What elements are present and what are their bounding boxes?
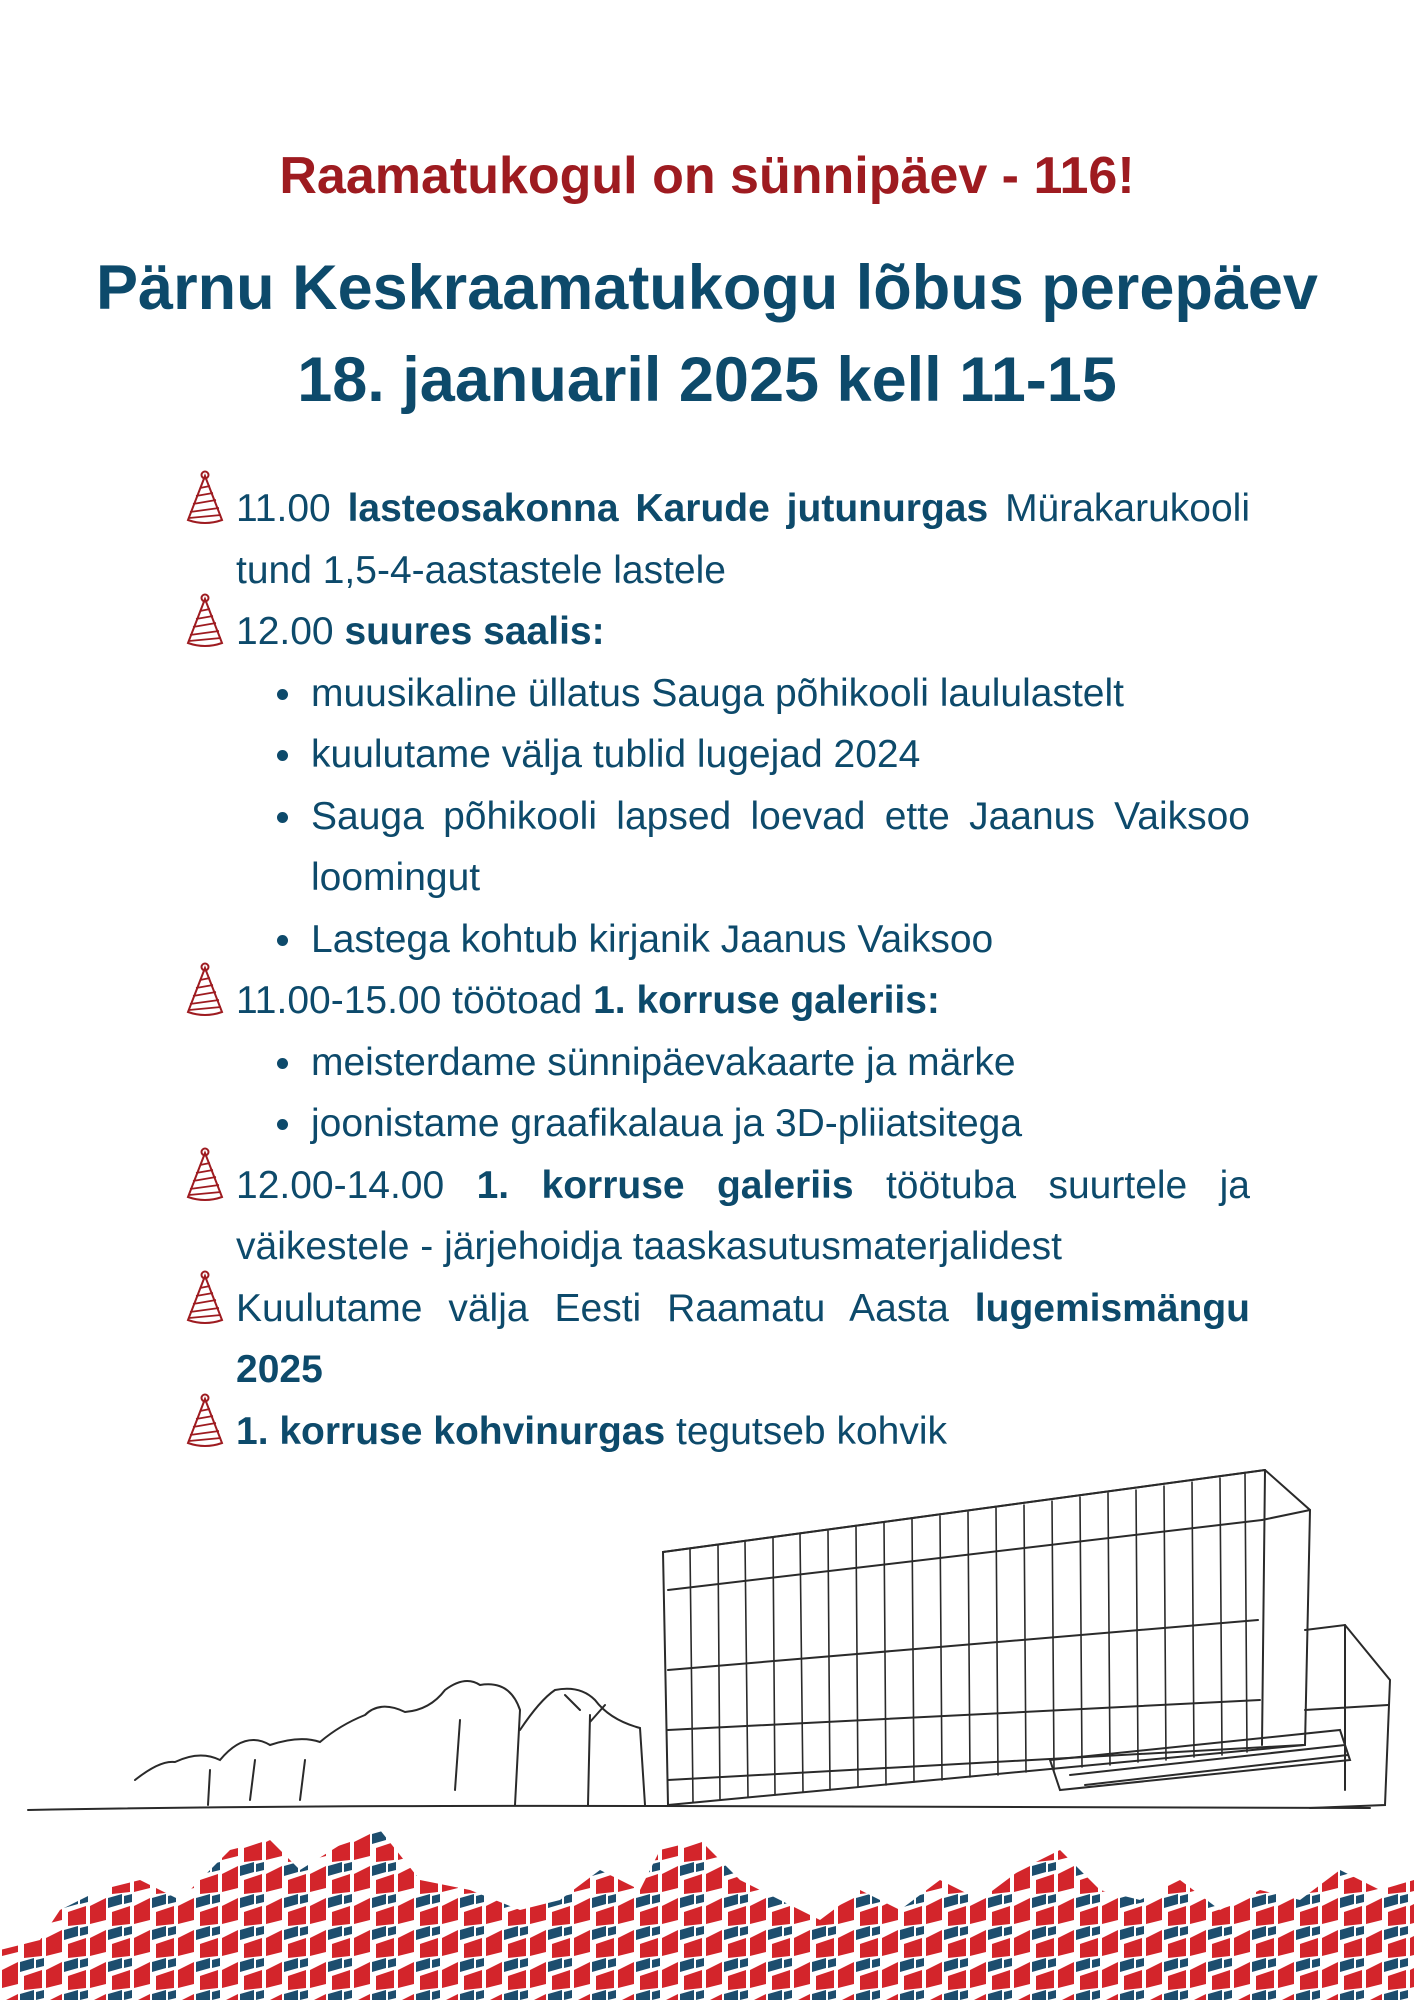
sub-list (236, 1032, 1250, 1155)
program-item-6 (236, 1401, 1250, 1463)
party-hat-icon (182, 593, 228, 649)
item-place: 1. korruse galeriis: (593, 979, 940, 1022)
item-place: 1. korruse kohvinurgas (236, 1409, 666, 1453)
item-time: 11.00 (236, 487, 331, 530)
list-item: kuulutame välja tublid lugejad 2024 (311, 724, 1250, 786)
item-highlight: lugemismängu 2025 (236, 1286, 1250, 1391)
party-hat-icon (182, 962, 228, 1018)
item-time: 12.00-14.00 (236, 1163, 445, 1207)
sub-list (236, 663, 1250, 971)
item-place: lasteosakonna Karude jutunurgas (347, 487, 989, 530)
list-item: Lastega kohtub kirjanik Jaanus Vaiksoo (311, 909, 1250, 971)
program-item-3 (236, 970, 1250, 1155)
item-text: töötuba suurtele ja väikestele - järjehoidja taaskasutusmaterjalidest (236, 1163, 1250, 1268)
program-item-2 (236, 601, 1250, 970)
party-hat-icon (182, 1270, 228, 1326)
list-item: Sauga põhikooli lapsed loevad ette Jaanus Vaiksoo loomingut (311, 786, 1250, 909)
title-line-name: Pärnu Keskraamatukogu lõbus perepäev (96, 253, 1318, 323)
program-item-5 (236, 1278, 1250, 1401)
item-text: Mürakarukooli tund 1,5-4-aastastele lastele (236, 487, 1250, 592)
party-hat-icon (182, 470, 228, 526)
program-list (236, 478, 1250, 1462)
item-time: 12.00 (236, 610, 334, 653)
list-item: joonistame graafikalaua ja 3D-pliiatsitega (311, 1093, 1250, 1155)
decorative-pattern (0, 1830, 1414, 2000)
program-item-4 (236, 1155, 1250, 1278)
item-text: Kuulutame välja Eesti Raamatu Aasta (236, 1286, 949, 1330)
item-time: 11.00-15.00 töötoad (236, 979, 583, 1022)
list-item: meisterdame sünnipäevakaarte ja märke (311, 1032, 1250, 1094)
item-place: suures saalis: (344, 610, 605, 653)
title-line-date: 18. jaanuaril 2025 kell 11-15 (297, 345, 1117, 415)
event-title (0, 242, 1414, 426)
library-building-sketch (0, 1460, 1414, 1820)
item-place: 1. korruse galeriis (476, 1163, 854, 1207)
party-hat-icon (182, 1147, 228, 1203)
program-item-1 (236, 478, 1250, 601)
event-kicker: Raamatukogul on sünnipäev - 116! (279, 147, 1135, 205)
party-hat-icon (182, 1393, 228, 1449)
item-text: tegutseb kohvik (676, 1409, 948, 1453)
list-item: muusikaline üllatus Sauga põhikooli laululastelt (311, 663, 1250, 725)
